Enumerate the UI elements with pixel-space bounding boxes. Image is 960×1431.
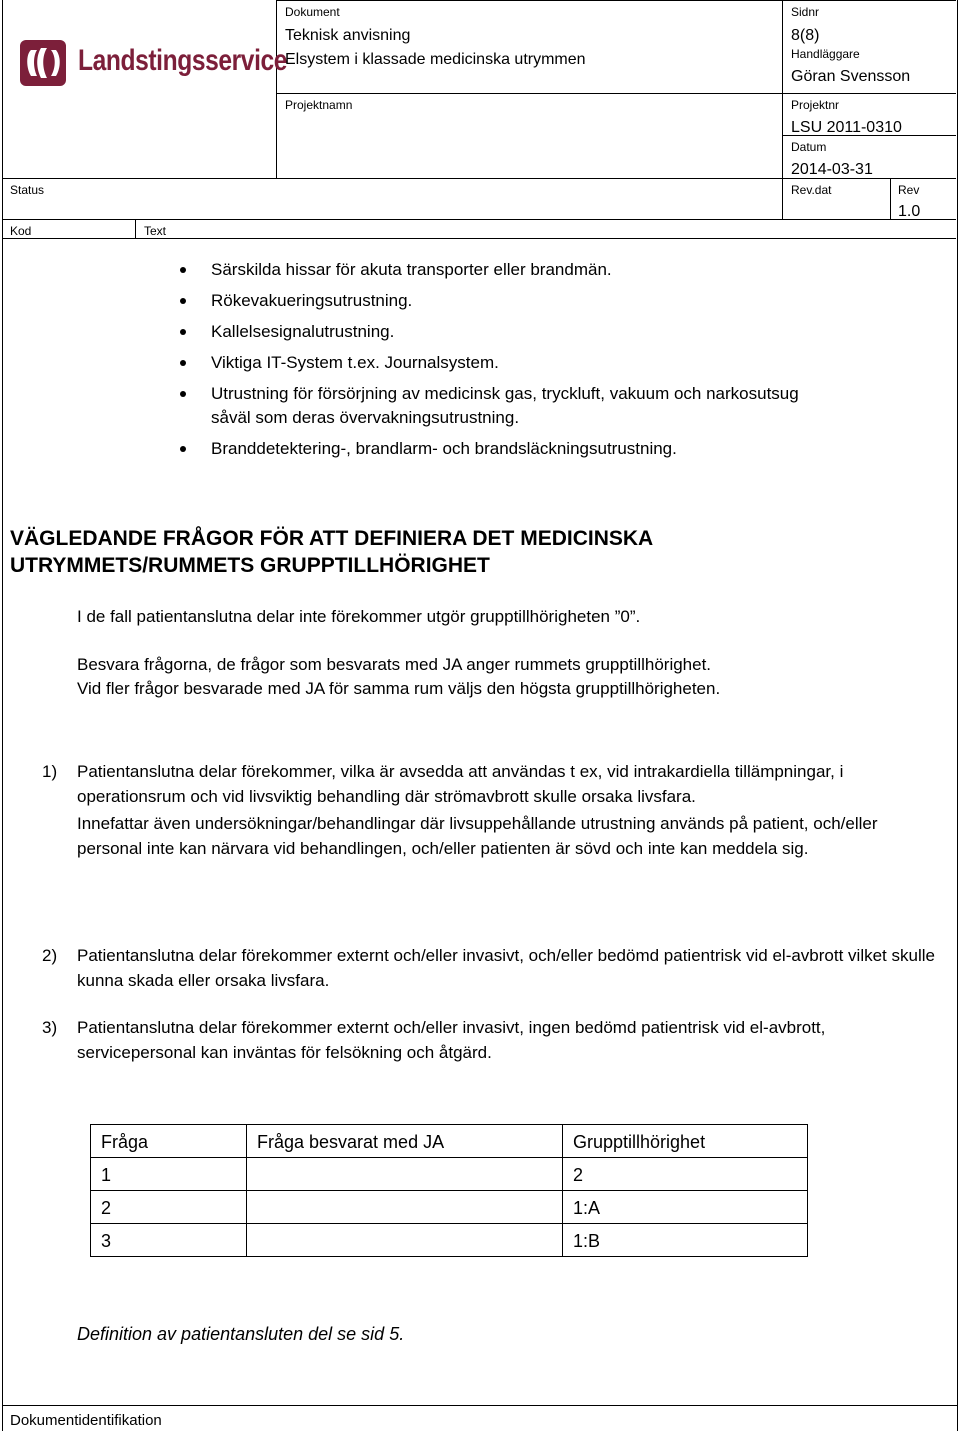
dokument-subtitle: Elsystem i klassade medicinska utrymmen bbox=[285, 51, 586, 68]
kod-label: Kod bbox=[10, 224, 32, 238]
intro-paragraph-1: I de fall patientanslutna delar inte förekommer utgör grupptillhörigheten ”0”. bbox=[77, 607, 641, 626]
handlaggare-value: Göran Svensson bbox=[791, 68, 911, 85]
question-text: Patientanslutna delar förekommer externt och/eller invasivt, ingen bedömd patientrisk vid el-avbrott, servicepersonal kan inväntas för felsökning och åtgärd. bbox=[77, 1018, 826, 1062]
logo-mark-icon bbox=[18, 38, 68, 88]
footer-divider bbox=[2, 1405, 958, 1406]
landstingsservice-logo-icon bbox=[18, 38, 288, 88]
bullet-icon bbox=[180, 446, 186, 452]
logo-text: Landstingsservice bbox=[78, 44, 288, 77]
table-cell: 1:B bbox=[563, 1224, 808, 1257]
projektnr-value: LSU 2011-0310 bbox=[791, 119, 902, 136]
table-header-row bbox=[91, 1125, 808, 1158]
question-extra: Innefattar även undersökningar/behandlingar där livsuppehållande utrustning används på patient, och/eller personal inte kan närvara vid behandlingen, och/eller patienten är sövd och inte kan meddela sig. bbox=[77, 814, 878, 858]
group-table bbox=[90, 1124, 808, 1257]
bullet-icon bbox=[180, 391, 186, 397]
sidnr-label: Sidnr bbox=[791, 5, 820, 19]
list-item: Särskilda hissar för akuta transporter eller brandmän. bbox=[180, 258, 900, 282]
dokument-title: Teknisk anvisning bbox=[285, 27, 411, 44]
rev-label: Rev bbox=[898, 183, 920, 197]
status-label: Status bbox=[10, 183, 45, 197]
document-header bbox=[2, 0, 958, 239]
question-1 bbox=[42, 759, 942, 861]
question-text: Patientanslutna delar förekommer externt och/eller invasivt, och/eller bedömd patientrisk vid el-avbrott vilket skulle kunna skada eller orsaka livsfara. bbox=[77, 946, 935, 990]
table-header-cell: Fråga besvarat med JA bbox=[247, 1125, 563, 1158]
datum-label: Datum bbox=[791, 140, 827, 154]
projektnamn-label: Projektnamn bbox=[285, 98, 353, 112]
sidnr-value: 8(8) bbox=[791, 27, 820, 44]
equipment-list bbox=[180, 258, 900, 468]
footer-label: Dokumentidentifikation bbox=[10, 1412, 162, 1429]
intro-paragraph-2b: Vid fler frågor besvarade med JA för samma rum väljs den högsta grupptillhörigheten. bbox=[77, 679, 721, 698]
table-cell bbox=[247, 1158, 563, 1191]
list-item: Rökevakueringsutrustning. bbox=[180, 289, 900, 313]
table-cell: 1 bbox=[91, 1158, 247, 1191]
list-item: Viktiga IT-System t.ex. Journalsystem. bbox=[180, 351, 900, 375]
list-item: Kallelsesignalutrustning. bbox=[180, 320, 900, 344]
rev-value: 1.0 bbox=[898, 203, 921, 220]
list-item: Branddetektering-, brandlarm- och brandsläckningsutrustning. bbox=[180, 437, 900, 461]
dokument-label: Dokument bbox=[285, 5, 340, 19]
question-3 bbox=[42, 1015, 942, 1065]
question-number: 3) bbox=[42, 1018, 58, 1037]
table-header-cell: Fråga bbox=[91, 1125, 247, 1158]
datum-value: 2014-03-31 bbox=[791, 161, 873, 178]
table-cell: 1:A bbox=[563, 1191, 808, 1224]
table-cell: 2 bbox=[563, 1158, 808, 1191]
revdat-label: Rev.dat bbox=[791, 183, 832, 197]
bullet-icon bbox=[180, 267, 186, 273]
table-cell bbox=[247, 1191, 563, 1224]
table-cell bbox=[247, 1224, 563, 1257]
question-text: Patientanslutna delar förekommer, vilka är avsedda att användas t ex, vid intrakardiella tillämpningar, i operationsrum och vid livsviktig behandling där strömavbrott skulle orsaka livsfara. bbox=[77, 762, 844, 806]
table-header-cell: Grupptillhörighet bbox=[563, 1125, 808, 1158]
bullet-icon bbox=[180, 329, 186, 335]
list-item: Utrustning för försörjning av medicinsk gas, tryckluft, vakuum och narkosutsug såväl som deras övervakningsutrustning. bbox=[180, 382, 840, 430]
question-number: 1) bbox=[42, 762, 58, 781]
table-row bbox=[91, 1191, 808, 1224]
text-label: Text bbox=[144, 224, 167, 238]
bullet-icon bbox=[180, 298, 186, 304]
table-row bbox=[91, 1158, 808, 1191]
intro-paragraph-2a: Besvara frågorna, de frågor som besvarats med JA anger rummets grupptillhörighet. bbox=[77, 655, 712, 674]
question-2 bbox=[42, 943, 942, 993]
projektnr-label: Projektnr bbox=[791, 98, 840, 112]
table-cell: 2 bbox=[91, 1191, 247, 1224]
section-heading: VÄGLEDANDE FRÅGOR FÖR ATT DEFINIERA DET MEDICINSKA UTRYMMETS/RUMMETS GRUPPTILLHÖRIGHET bbox=[10, 527, 653, 577]
bullet-icon bbox=[180, 360, 186, 366]
question-number: 2) bbox=[42, 946, 58, 965]
definition-note: Definition av patientansluten del se sid 5. bbox=[77, 1324, 405, 1344]
table-cell: 3 bbox=[91, 1224, 247, 1257]
handlaggare-label: Handläggare bbox=[791, 47, 860, 61]
table-row bbox=[91, 1224, 808, 1257]
